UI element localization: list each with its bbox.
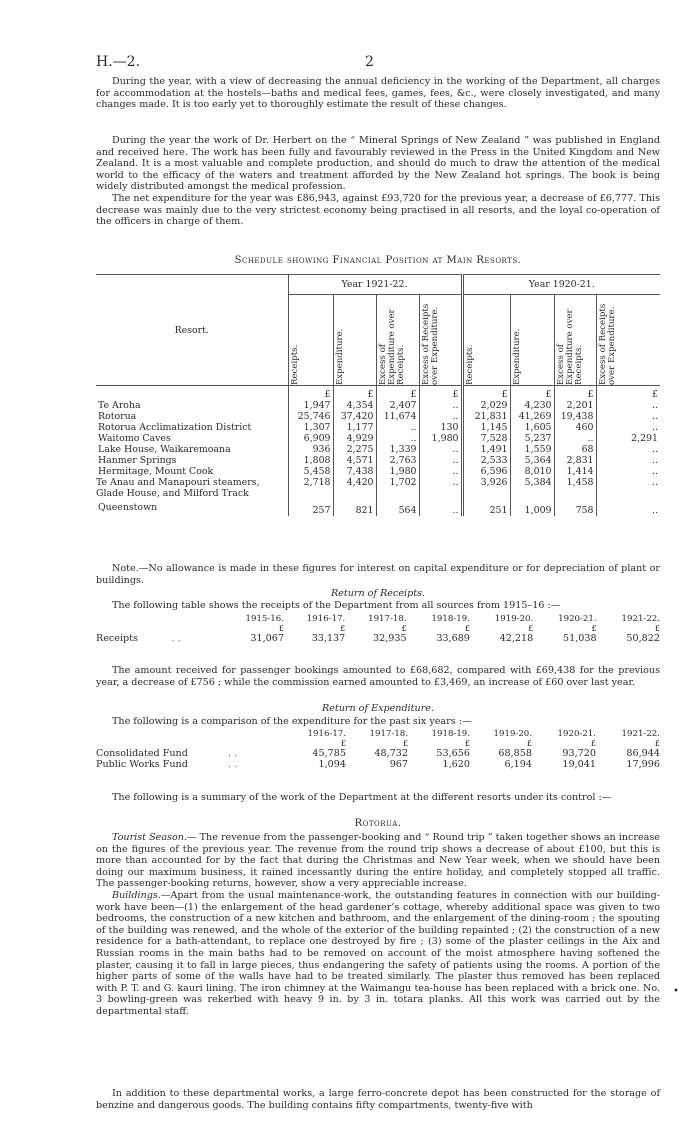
table-cell: .. [596, 411, 660, 422]
table-cell: 1,559 [510, 444, 554, 455]
table-cell: 564 [376, 499, 419, 516]
resort-name: Rotorua [98, 411, 137, 422]
table-cell: 1,491 [462, 444, 510, 455]
expenditure-value: 17,996 [626, 759, 660, 770]
table-cell: 1,980 [419, 433, 462, 444]
table-cell: 6,596 [462, 466, 510, 477]
table-cell: 21,831 [462, 411, 510, 422]
unit-label: £ [401, 624, 407, 633]
year-label: 1919-20. [493, 729, 532, 739]
expenditure-value: 53,656 [436, 748, 470, 759]
unit-label: £ [340, 624, 346, 633]
table-cell: 5,364 [510, 455, 554, 466]
table-cell: 2,763 [376, 455, 419, 466]
table-cell: .. [419, 466, 462, 477]
resort-name: Te Aroha [98, 400, 141, 411]
col-expenditure-a: Expenditure. [334, 328, 345, 385]
year-label: 1916-17. [307, 729, 346, 739]
table-cell: 2,291 [596, 433, 660, 444]
year-label: 1919-20. [494, 614, 534, 624]
table-cell: 1,458 [554, 477, 596, 499]
year-label: 1921-22. [621, 729, 660, 739]
paragraph-economy: During the year, with a view of decreasing the annual deficiency in the working of the Department, all charges for accommodation at the hostels—baths and medical fees, games, fees, &c., were closely investigated, and many changes made. It is too early yet to thoroughly estimate the result of these changes. [96, 76, 660, 111]
table-cell: 1,702 [376, 477, 419, 499]
buildings-label: Buildings. [112, 890, 161, 901]
table-row [96, 411, 660, 422]
table-cell: .. [419, 455, 462, 466]
fund-label: Public Works Fund [96, 759, 188, 770]
unit-label: £ [419, 386, 462, 401]
table-cell: 1,307 [288, 422, 333, 433]
table-cell: 19,438 [554, 411, 596, 422]
resort-name: Waitomo Caves [98, 433, 171, 444]
table-cell: .. [419, 400, 462, 411]
receipts-value: 50,822 [626, 633, 660, 644]
expenditure-value: 68,858 [498, 748, 532, 759]
table-cell: .. [596, 455, 660, 466]
schedule-note: Note.—No allowance is made in these figures for interest on capital expenditure or for depreciation of plant or buildings. [96, 563, 660, 586]
table-row [96, 759, 660, 770]
unit-label: £ [510, 386, 554, 401]
tourist-season-label: Tourist Season. [112, 832, 187, 843]
table-cell: .. [596, 400, 660, 411]
table-cell: 5,384 [510, 477, 554, 499]
page-number: 2 [365, 54, 374, 70]
receipts-table [96, 614, 660, 644]
table-cell: 25,746 [288, 411, 333, 422]
table-cell: .. [596, 499, 660, 516]
table-cell: 5,237 [510, 433, 554, 444]
table-cell: 1,414 [554, 466, 596, 477]
expenditure-intro: The following is a comparison of the expenditure for the past six years :— [112, 716, 472, 727]
table-cell: 1,177 [333, 422, 376, 433]
rotorua-heading: Rotorua. [354, 818, 402, 829]
unit-label: £ [464, 624, 470, 633]
expenditure-heading: Return of Expenditure. [321, 703, 435, 714]
table-cell: 4,230 [510, 400, 554, 411]
resort-name: Queenstown [98, 502, 158, 513]
col-excess-rec-b: Excess of Receipts over Expenditure. [597, 303, 617, 385]
year-b-header: Year 1920-21. [462, 275, 660, 295]
table-cell: .. [596, 444, 660, 455]
table-cell: .. [419, 411, 462, 422]
receipts-value: 31,067 [250, 633, 284, 644]
table-cell: 2,718 [288, 477, 333, 499]
dot-leader: . . [171, 633, 181, 644]
table-cell: .. [376, 422, 419, 433]
expenditure-value: 93,720 [562, 748, 596, 759]
receipts-heading: Return of Receipts. [330, 588, 426, 599]
expenditure-value: 1,620 [442, 759, 470, 770]
table-row [96, 400, 660, 411]
table-cell: 11,674 [376, 411, 419, 422]
col-receipts-b: Receipts. [464, 344, 475, 385]
resort-name: Rotorua Acclimatization District [98, 422, 252, 433]
buildings-paragraph [96, 890, 660, 1018]
receipts-row-label: Receipts [96, 633, 138, 644]
table-cell: 7,438 [333, 466, 376, 477]
table-cell: 5,458 [288, 466, 333, 477]
table-cell: 4,354 [333, 400, 376, 411]
year-label: 1918-19. [431, 729, 470, 739]
table-cell: 6,909 [288, 433, 333, 444]
table-row [96, 466, 660, 477]
table-row [96, 444, 660, 455]
table-row [96, 422, 660, 433]
summary-paragraph: The following is a summary of the work of the Department at the different resorts under its control :— [112, 792, 612, 803]
receipts-intro: The following table shows the receipts of the Department from all sources from 1915–16 :— [112, 600, 561, 611]
unit-label: £ [340, 739, 346, 748]
table-cell: 4,929 [333, 433, 376, 444]
table-cell: 2,029 [462, 400, 510, 411]
table-row [96, 748, 660, 759]
resort-name: Hanmer Springs [98, 455, 177, 466]
table-cell: 2,407 [376, 400, 419, 411]
unit-label: £ [376, 386, 419, 401]
year-label: 1916-17. [306, 614, 346, 624]
table-cell: .. [419, 499, 462, 516]
table-row [96, 499, 660, 516]
table-cell: 2,533 [462, 455, 510, 466]
table-cell: 8,010 [510, 466, 554, 477]
unit-label: £ [464, 739, 470, 748]
tourist-season-paragraph [96, 832, 660, 890]
dot-leader: . . [228, 748, 238, 759]
unit-label: £ [554, 386, 596, 401]
table-cell: 1,980 [376, 466, 419, 477]
expenditure-value: 86,944 [626, 748, 660, 759]
unit-label: £ [526, 739, 532, 748]
table-cell: 1,947 [288, 400, 333, 411]
expenditure-value: 45,785 [312, 748, 346, 759]
table-cell: 4,571 [333, 455, 376, 466]
table-cell: 1,145 [462, 422, 510, 433]
table-cell: 7,528 [462, 433, 510, 444]
resort-name: Lake House, Waikaremoana [98, 444, 231, 455]
expenditure-value: 1,094 [318, 759, 346, 770]
resort-name: Hermitage, Mount Cook [98, 466, 214, 477]
resort-column-header: Resort. [174, 324, 209, 336]
table-cell: 41,269 [510, 411, 554, 422]
schedule-table [96, 274, 660, 516]
col-excess-rec-a: Excess of Receipts over Expenditure. [420, 303, 440, 385]
year-label: 1915-16. [245, 614, 284, 624]
table-cell: 130 [419, 422, 462, 433]
year-label: 1917-18. [369, 729, 408, 739]
fund-label: Consolidated Fund [96, 748, 188, 759]
passenger-bookings-paragraph: The amount received for passenger bookings amounted to £68,682, compared with £69,438 for the previous year, a decrease of £756 ; while the commission earned amounted to £3,469, an increase of £60 over last year. [96, 665, 660, 688]
table-cell: 2,201 [554, 400, 596, 411]
year-label: 1917-18. [368, 614, 407, 624]
receipts-value: 51,038 [563, 633, 597, 644]
buildings-text: —Apart from the usual maintenance-work, the outstanding features in connection with our building-work have been—(1) the enlargement of the head gardener’s cottage, whereby additional space was given to two bedrooms, the construction of a new kitchen and bathroom, and the enlargement of the dining-room ; the spouting of the building was renewed, and the whole of the exterior of the building repainted ; (2) the construction of a new residence for a bath-attendant, to replace one destroyed by fire ; (3) some of the plaster ceilings in the Aix and Russian rooms in the main baths had to be removed on account of the moist atmosphere having softened the plaster, causing it to fall in large pieces, thus endangering the safety of patients using the rooms. A portion of the higher parts of some of the walls have had to be treated similarly. The plaster thus removed has been replaced with P. T. and G. kauri lining. The iron chimney at the Waimangu tea-house has been replaced with a brick one. No. 3 bowling-green was rekerbed with heavy 9 in. by 3 in. totara planks. All this work was carried out by the departmental staff. [96, 890, 660, 1017]
table-cell: .. [596, 466, 660, 477]
table-cell: .. [596, 422, 660, 433]
unit-label: £ [402, 739, 408, 748]
unit-label: £ [654, 624, 660, 633]
unit-label: £ [278, 624, 284, 633]
depot-paragraph: In addition to these departmental works, a large ferro-concrete depot has been constructed for the storage of benzine and dangerous goods. The building contains fifty compartments, twenty-five with [96, 1088, 660, 1111]
unit-label: £ [462, 386, 510, 401]
year-a-header: Year 1921-22. [288, 275, 462, 295]
table-cell: 1,339 [376, 444, 419, 455]
table-cell: 821 [333, 499, 376, 516]
table-row [96, 433, 660, 444]
dot-leader: . . [228, 759, 238, 770]
receipts-value: 33,689 [436, 633, 470, 644]
expenditure-table [96, 729, 660, 770]
table-cell: 1,808 [288, 455, 333, 466]
col-receipts-a: Receipts. [289, 344, 300, 385]
table-cell: 1,605 [510, 422, 554, 433]
table-cell: .. [419, 444, 462, 455]
table-cell: 37,420 [333, 411, 376, 422]
table-row [96, 477, 660, 499]
year-label: 1918-19. [431, 614, 470, 624]
receipts-value: 33,137 [311, 633, 346, 644]
unit-label: £ [528, 624, 534, 633]
table-cell: .. [419, 477, 462, 499]
table-cell: .. [554, 433, 596, 444]
table-cell: 3,926 [462, 477, 510, 499]
table-cell: 257 [288, 499, 333, 516]
table-cell: 2,831 [554, 455, 596, 466]
expenditure-value: 6,194 [504, 759, 532, 770]
table-row [96, 455, 660, 466]
year-label: 1920-21. [557, 729, 596, 739]
tourist-season-text: — The revenue from the passenger-booking and “ Round trip ” taken together shows an increase on the figures of the previous year. The revenue from the round trip shows a decrease of about £100, but this is more than accounted for by the fact that during the Christmas and New Year week, when we should have been doing our maximum business, it rained incessantly during the entire holiday, and completely stopped all traffic. The passenger-booking returns, however, show a very appreciable increase. [96, 832, 660, 890]
table-cell: 68 [554, 444, 596, 455]
table-cell: 460 [554, 422, 596, 433]
report-reference: H.—2. [96, 54, 141, 70]
table-cell: 2,275 [333, 444, 376, 455]
table-cell: 936 [288, 444, 333, 455]
table-cell: 758 [554, 499, 596, 516]
table-cell: 1,009 [510, 499, 554, 516]
schedule-title: Schedule showing Financial Position at Main Resorts. [234, 255, 522, 266]
year-label: 1920-21. [558, 614, 597, 624]
unit-label: £ [591, 624, 597, 633]
table-cell: .. [596, 477, 660, 499]
table-cell: .. [376, 433, 419, 444]
expenditure-value: 19,041 [562, 759, 596, 770]
receipts-value: 42,218 [499, 633, 534, 644]
col-excess-exp-b: Excess of Expenditure over Receipts. [555, 309, 584, 385]
margin-mark: • [673, 986, 679, 997]
receipts-value: 32,935 [372, 633, 407, 644]
paragraph-herbert-book: During the year the work of Dr. Herbert on the “ Mineral Springs of New Zealand ” was published in England and received here. The work has been fully and favourably reviewed in the Press in the United Kingdom and New Zealand. It is a most valuable and complete production, and should do much to draw the attention of the medical world to the efficacy of the waters and treatment afforded by the New Zealand hot springs. The book is being widely distributed amongst the medical profession. [96, 135, 660, 193]
paragraph-net-expenditure: The net expenditure for the year was £86,943, against £93,720 for the previous year, a decrease of £6,777. This decrease was mainly due to the very strictest economy being practised in all resorts, and the loyal co-operation of the officers in charge of them. [96, 193, 660, 228]
year-label: 1921-22. [621, 614, 660, 624]
expenditure-value: 48,732 [374, 748, 408, 759]
table-cell: 251 [462, 499, 510, 516]
unit-label: £ [590, 739, 596, 748]
unit-label: £ [333, 386, 376, 401]
unit-label: £ [596, 386, 660, 401]
unit-label: £ [654, 739, 660, 748]
unit-label: £ [288, 386, 333, 401]
table-cell: 4,420 [333, 477, 376, 499]
expenditure-value: 967 [389, 759, 408, 770]
resort-name: Te Anau and Manapouri steamers, Glade House, and Milford Track [96, 477, 260, 499]
col-expenditure-b: Expenditure. [511, 328, 522, 385]
col-excess-exp-a: Excess of Expenditure over Receipts. [377, 309, 406, 385]
